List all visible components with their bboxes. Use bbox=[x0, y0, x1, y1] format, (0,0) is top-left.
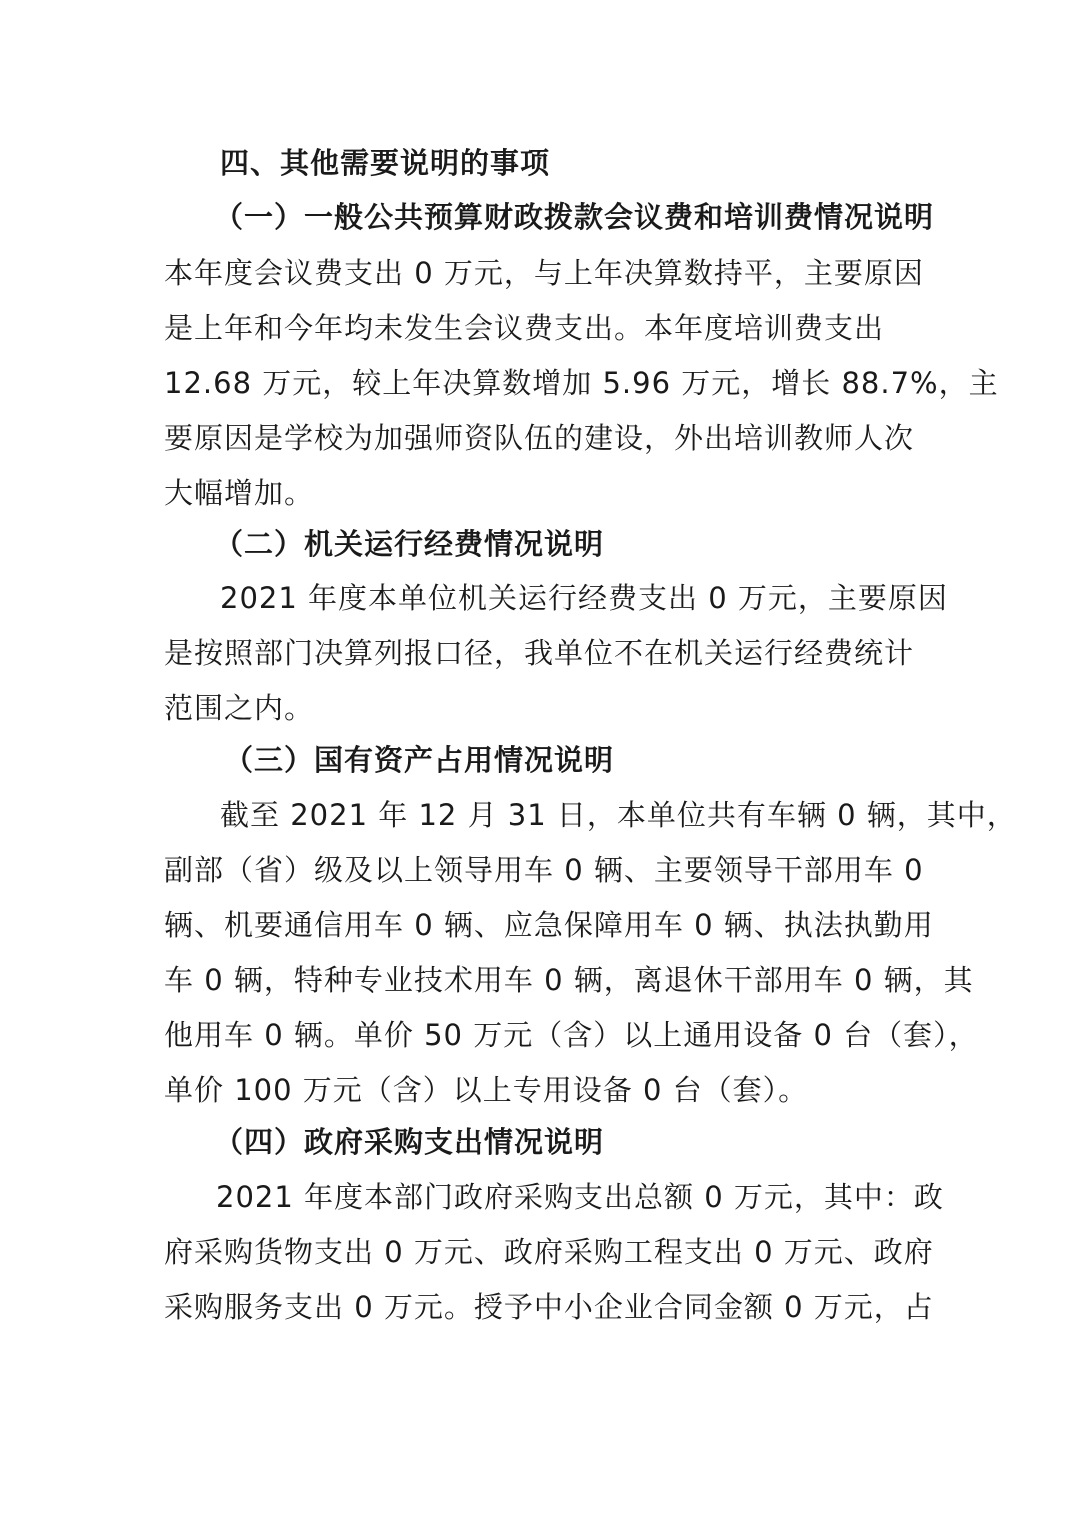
section-4-line-3: 采购服务支出 0 万元。授予中小企业合同金额 0 万元，占 bbox=[164, 1290, 934, 1324]
section-4-line-2: 府采购货物支出 0 万元、政府采购工程支出 0 万元、政府 bbox=[164, 1235, 934, 1269]
section-3-line-2: 副部（省）级及以上领导用车 0 辆、主要领导干部用车 0 bbox=[164, 853, 924, 887]
section-1-line-5: 大幅增加。 bbox=[164, 476, 315, 510]
section-title: 四、其他需要说明的事项 bbox=[220, 146, 551, 180]
section-3-line-4: 车 0 辆，特种专业技术用车 0 辆，离退休干部用车 0 辆，其 bbox=[164, 963, 974, 997]
section-3-line-3: 辆、机要通信用车 0 辆、应急保障用车 0 辆、执法执勤用 bbox=[164, 908, 934, 942]
section-3-heading: （三）国有资产占用情况说明 bbox=[224, 743, 615, 777]
section-1-line-4: 要原因是学校为加强师资队伍的建设，外出培训教师人次 bbox=[164, 421, 915, 455]
section-1-line-2: 是上年和今年均未发生会议费支出。本年度培训费支出 bbox=[164, 311, 885, 345]
section-2-line-2: 是按照部门决算列报口径，我单位不在机关运行经费统计 bbox=[164, 636, 915, 670]
section-2-line-3: 范围之内。 bbox=[164, 691, 315, 725]
section-1-line-3: 12.68 万元，较上年决算数增加 5.96 万元，增长 88.7%，主 bbox=[164, 366, 999, 400]
section-2-heading: （二）机关运行经费情况说明 bbox=[214, 527, 605, 561]
section-3-line-6: 单价 100 万元（含）以上专用设备 0 台（套）。 bbox=[164, 1073, 809, 1107]
section-2-line-1: 2021 年度本单位机关运行经费支出 0 万元，主要原因 bbox=[220, 581, 948, 615]
section-1-line-1: 本年度会议费支出 0 万元，与上年决算数持平，主要原因 bbox=[164, 256, 924, 290]
section-3-line-5: 他用车 0 辆。单价 50 万元（含）以上通用设备 0 台（套）， bbox=[164, 1018, 979, 1052]
section-4-line-1: 2021 年度本部门政府采购支出总额 0 万元，其中：政 bbox=[216, 1180, 944, 1214]
section-4-heading: （四）政府采购支出情况说明 bbox=[214, 1125, 605, 1159]
section-1-heading: （一）一般公共预算财政拨款会议费和培训费情况说明 bbox=[214, 200, 935, 234]
section-3-line-1: 截至 2021 年 12 月 31 日，本单位共有车辆 0 辆，其中， bbox=[220, 798, 1017, 832]
